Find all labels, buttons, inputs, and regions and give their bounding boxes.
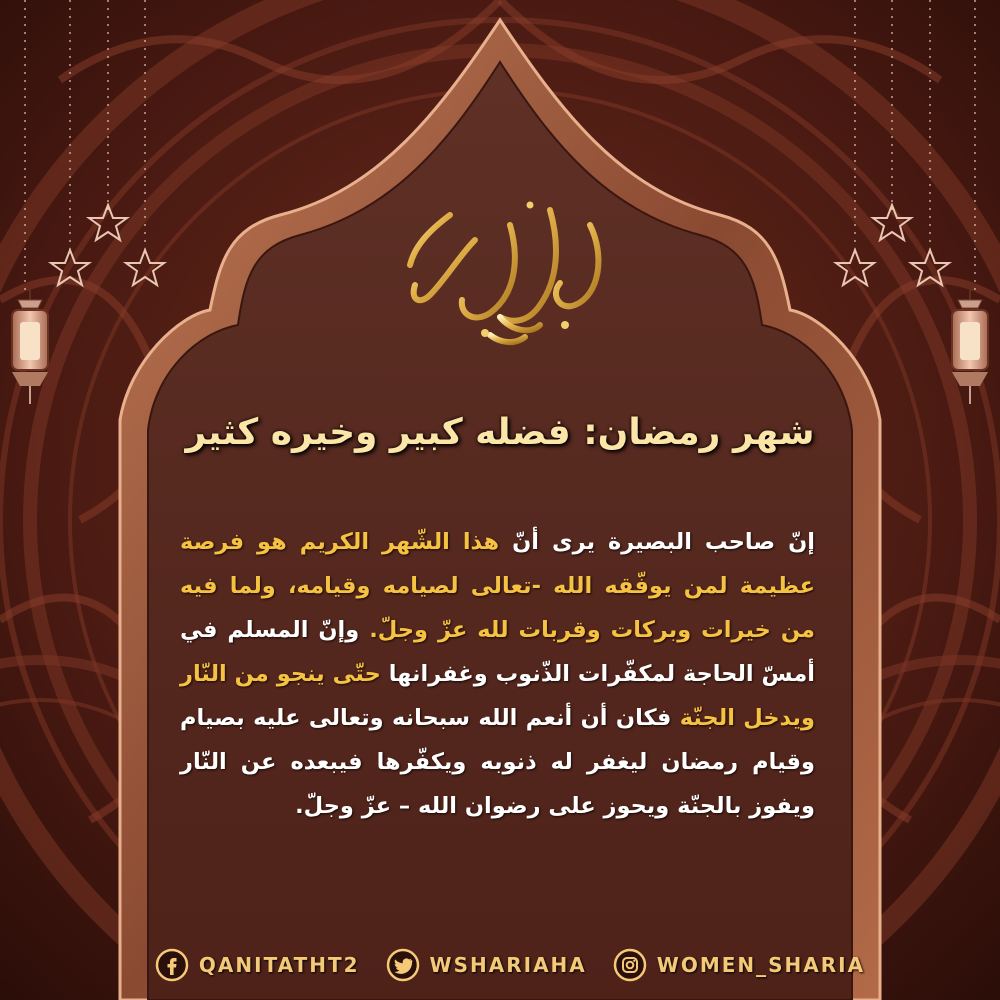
twitter-handle: WSHARIAHA	[429, 953, 587, 977]
twitter-icon	[386, 948, 420, 982]
social-footer	[130, 940, 890, 990]
facebook-link[interactable]	[155, 948, 360, 982]
body-text-plain: إنّ صاحب البصيرة يرى أنّ	[499, 529, 815, 555]
facebook-handle: QANITATHT2	[198, 953, 360, 977]
facebook-icon	[155, 948, 189, 982]
body-text-plain: فكان أن أنعم الله سبحانه وتعالى عليه بصيام وقيام رمضان ليغفر له ذنوبه ويكفّرها فيبعده عن النّار ويفوز بالجنّة ويحوز على رضوان الله – عزّ وجلّ.	[180, 705, 815, 819]
ramadan-mubarak-calligraphy	[390, 185, 630, 355]
instagram-icon	[613, 948, 647, 982]
body-text-highlight: هذا الشّهر الكريم هو فرصة عظيمة لمن يوفّقه الله -تعالى لصيامه وقيامه، ولما فيه من خيرات وبركات وقربات لله عزّ وجلّ.	[180, 529, 815, 643]
instagram-handle: WOMEN_SHARIA	[656, 953, 866, 977]
twitter-link[interactable]	[386, 948, 587, 982]
body-paragraph	[180, 520, 815, 890]
instagram-link[interactable]	[613, 948, 865, 982]
body-text-plain: وإنّ المسلم في أمسّ الحاجة لمكفّرات الذّنوب وغفرانها	[180, 617, 816, 687]
headline: شهر رمضان: فضله كبير وخيره كثير	[185, 412, 815, 453]
body-text-highlight: حتّى ينجو من النّار ويدخل الجنّة	[180, 661, 815, 731]
